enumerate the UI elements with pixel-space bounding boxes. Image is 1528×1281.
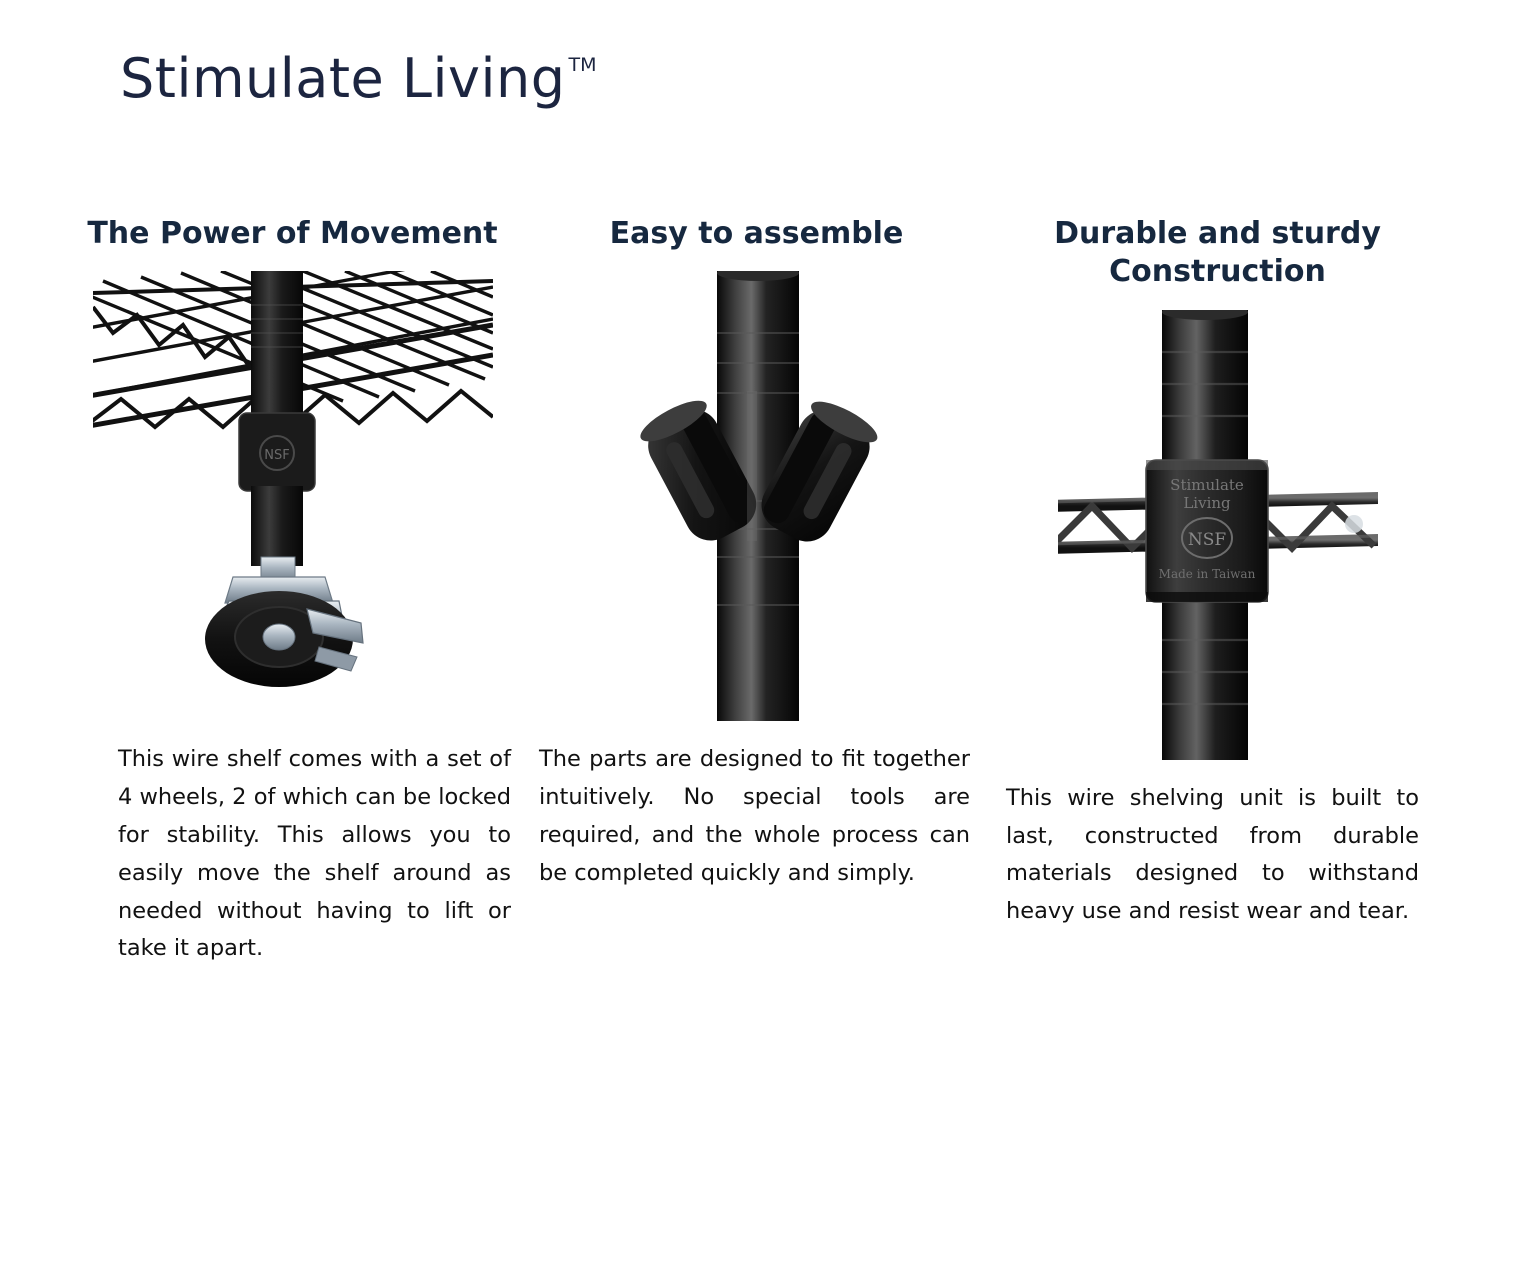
split-sleeve-clips-photo (533, 271, 980, 741)
brand-name: Stimulate Living (120, 47, 566, 110)
feature-column-movement (70, 215, 525, 968)
column-title: Easy to assemble (609, 216, 904, 251)
caster-wheel-photo (70, 271, 515, 741)
collar-nsf-mark: NSF (1187, 529, 1226, 550)
clips-illustration (607, 271, 907, 721)
collar-illustration (1058, 310, 1378, 760)
column-title: Durable and sturdy Construction (1054, 216, 1381, 290)
column-body: This wire shelving unit is built to last, constructed from durable materials designed to withstand heavy use and resist wear and tear. (1006, 784, 1419, 925)
collar-brand-line2: Living (1182, 493, 1231, 512)
feature-column-durability (980, 215, 1435, 931)
collar-origin-text: Made in Taiwan (1158, 566, 1255, 581)
svg-text:NSF: NSF (263, 448, 290, 464)
collar-brand-line1: Stimulate (1169, 475, 1244, 494)
pole-collar-photo (1000, 310, 1435, 780)
column-body: This wire shelf comes with a set of 4 wheels, 2 of which can be locked for stability. This allows you to easily move the shelf around as needed without having to lift or take it apart. (118, 746, 511, 962)
brand-logo (120, 47, 597, 110)
column-title: The Power of Movement (87, 216, 498, 251)
feature-columns (70, 215, 1470, 968)
feature-column-assembly (525, 215, 980, 893)
trademark-symbol: TM (568, 54, 597, 76)
caster-wheel-illustration (93, 271, 493, 691)
column-body: The parts are designed to fit together intuitively. No special tools are required, and the whole process can be completed quickly and simply. (539, 746, 970, 886)
